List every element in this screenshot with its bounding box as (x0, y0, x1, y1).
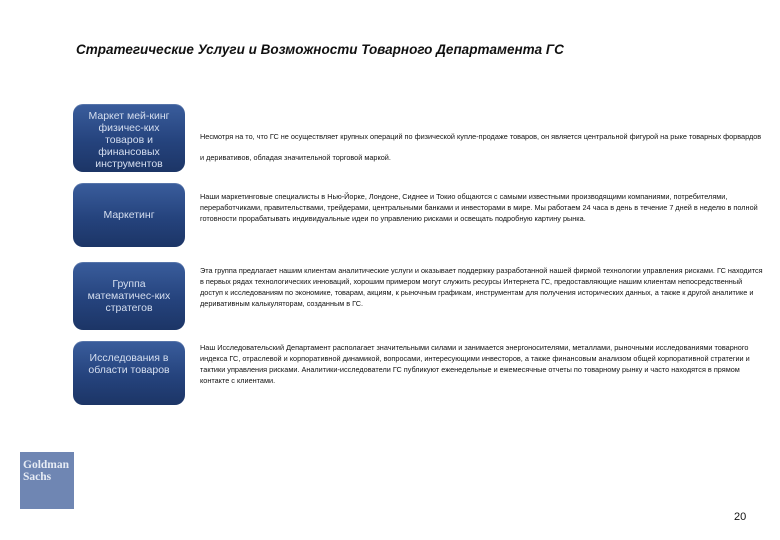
logo-line-1: Goldman (23, 459, 70, 471)
page-number: 20 (734, 511, 747, 523)
section-description-commodity-research: Наш Исследовательский Департамент располагает значительными силами и занимается энергоносителями, металлами, рыночными исследованиями товарного индекса ГС, отраслевой и корпоративной динамикой, вопросами, интересующими инвесторов, а также финансовым анализом общей корпоративной стратегии и тактики управления рисками. Аналитики-исследователи ГС публикуют еженедельные и ежемесячные отчеты по товарному рынку и часто находятся в прямом контакте с клиентами. (200, 343, 750, 385)
section-label-marketing (73, 183, 185, 247)
section-label-text: Маркет мей-кинг физичес-ких товаров и финансовых инструментов (88, 110, 170, 170)
section-description-marketing: Наши маркетинговые специалисты в Нью-Йорке, Лондоне, Сиднее и Токио общаются с самыми известными производящими компаниями, потребителями, переработчиками, правительствами, трейдерами, центральными банками и инвесторами в мире. Мы работаем 24 часа в день в течение 7 дней в неделю в полной готовности прорабатывать индивидуальные идеи по управлению рисками и освещать подробную картину рынка. (200, 192, 758, 223)
section-label-text: Исследования в области товаров (88, 352, 170, 376)
logo-line-2: Sachs (23, 471, 52, 483)
section-description-market-making: Несмотря на то, что ГС не осуществляет крупных операций по физической купле-продаже товаров, он является центральной фигурой на рыке товарных форвардов и деривативов, обладая значительной торговой маркой. (200, 132, 762, 162)
section-description-math-strategists: Эта группа предлагает нашим клиентам аналитические услуги и оказывает поддержку разработанной нашей фирмой технологии управления рисками. ГС находится в первых рядах технологических инноваций, хорошим примером могут служить ресурсы Интернета ГС, предоставляющие нашим клиентам непосредственный доступ к исследованиям по экономике, товарам, акциям, к рыночным графикам, инструментам для получения исторических данных, а также к другой аналитике и деривативным калькуляторам, созданным в ГС. (200, 266, 763, 308)
goldman-sachs-logo (20, 452, 74, 509)
page-title: Стратегические Услуги и Возможности Товарного Департамента ГС (76, 42, 564, 57)
section-label-commodity-research (73, 341, 185, 405)
section-label-text: Группа математичес-ких стратегов (87, 278, 171, 314)
section-label-math-strategists (73, 262, 185, 330)
section-label-text: Маркетинг (103, 209, 155, 221)
section-label-market-making (73, 104, 185, 172)
